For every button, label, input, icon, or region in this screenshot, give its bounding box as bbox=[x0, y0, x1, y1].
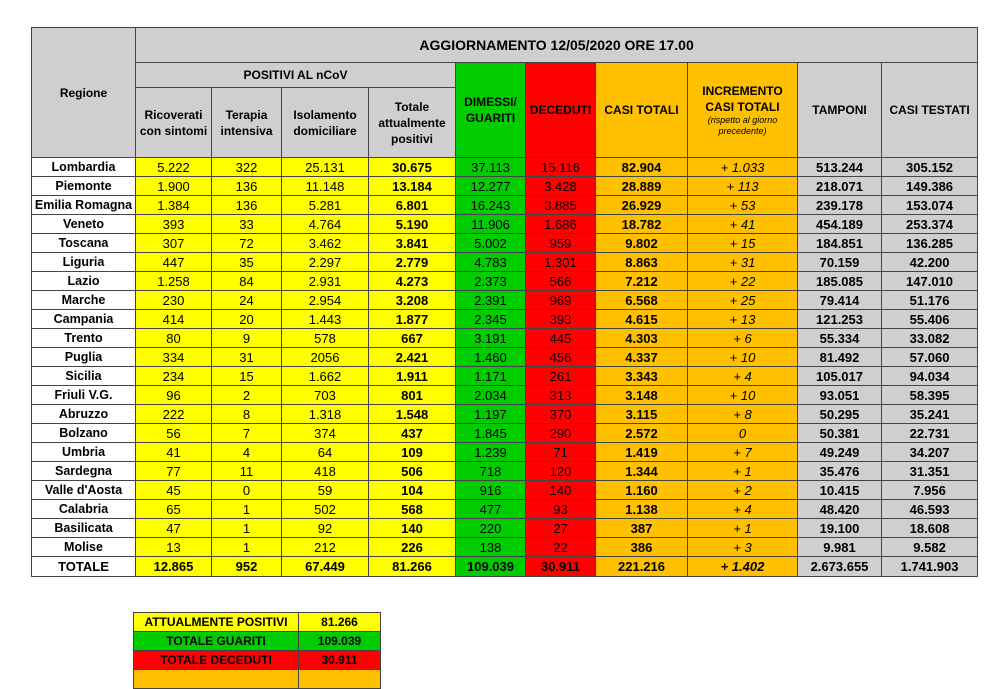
cell-terapia: 20 bbox=[212, 310, 282, 329]
cell-casi-testati: 33.082 bbox=[882, 329, 978, 348]
cell-deceduti: 370 bbox=[526, 405, 596, 424]
cell-isolamento: 374 bbox=[282, 424, 369, 443]
cell-dimessi: 37.113 bbox=[456, 158, 526, 177]
cell-dimessi: 2.373 bbox=[456, 272, 526, 291]
cell-tamponi: 9.981 bbox=[798, 538, 882, 557]
cell-ricoverati: 393 bbox=[136, 215, 212, 234]
cell-dimessi: 220 bbox=[456, 519, 526, 538]
cell-totale-positivi: 3.208 bbox=[369, 291, 456, 310]
cell-ricoverati: 414 bbox=[136, 310, 212, 329]
cell-region: Sicilia bbox=[32, 367, 136, 386]
cell-totale-positivi: 81.266 bbox=[369, 557, 456, 577]
cell-ricoverati: 12.865 bbox=[136, 557, 212, 577]
cell-region: Abruzzo bbox=[32, 405, 136, 424]
cell-ricoverati: 45 bbox=[136, 481, 212, 500]
cell-casi-totali: 82.904 bbox=[596, 158, 688, 177]
cell-ricoverati: 307 bbox=[136, 234, 212, 253]
header-ricoverati: Ricoverati con sintomi bbox=[136, 88, 212, 158]
cell-region: Lazio bbox=[32, 272, 136, 291]
cell-incremento: 0 bbox=[688, 424, 798, 443]
cell-dimessi: 11.906 bbox=[456, 215, 526, 234]
cell-totale-positivi: 801 bbox=[369, 386, 456, 405]
cell-casi-testati: 34.207 bbox=[882, 443, 978, 462]
cell-casi-testati: 9.582 bbox=[882, 538, 978, 557]
cell-region: TOTALE bbox=[32, 557, 136, 577]
cell-casi-totali: 4.615 bbox=[596, 310, 688, 329]
cell-incremento: + 31 bbox=[688, 253, 798, 272]
cell-incremento: + 13 bbox=[688, 310, 798, 329]
cell-isolamento: 1.443 bbox=[282, 310, 369, 329]
cell-deceduti: 456 bbox=[526, 348, 596, 367]
cell-tamponi: 239.178 bbox=[798, 196, 882, 215]
table-row bbox=[32, 462, 978, 481]
table-row bbox=[32, 215, 978, 234]
cell-ricoverati: 80 bbox=[136, 329, 212, 348]
cell-deceduti: 93 bbox=[526, 500, 596, 519]
header-isolamento: Isolamento domiciliare bbox=[282, 88, 369, 158]
total-row bbox=[32, 557, 978, 577]
cell-tamponi: 454.189 bbox=[798, 215, 882, 234]
cell-isolamento: 64 bbox=[282, 443, 369, 462]
cell-totale-positivi: 30.675 bbox=[369, 158, 456, 177]
cell-tamponi: 513.244 bbox=[798, 158, 882, 177]
legend-value: 109.039 bbox=[299, 632, 381, 651]
cell-isolamento: 578 bbox=[282, 329, 369, 348]
cell-ricoverati: 77 bbox=[136, 462, 212, 481]
table-row bbox=[32, 500, 978, 519]
cell-incremento: + 7 bbox=[688, 443, 798, 462]
cell-tamponi: 50.381 bbox=[798, 424, 882, 443]
cell-casi-testati: 153.074 bbox=[882, 196, 978, 215]
cell-casi-testati: 58.395 bbox=[882, 386, 978, 405]
cell-isolamento: 418 bbox=[282, 462, 369, 481]
cell-ricoverati: 41 bbox=[136, 443, 212, 462]
cell-casi-testati: 35.241 bbox=[882, 405, 978, 424]
table-row bbox=[32, 177, 978, 196]
cell-region: Bolzano bbox=[32, 424, 136, 443]
cell-casi-testati: 22.731 bbox=[882, 424, 978, 443]
cell-region: Friuli V.G. bbox=[32, 386, 136, 405]
cell-ricoverati: 56 bbox=[136, 424, 212, 443]
cell-ricoverati: 5.222 bbox=[136, 158, 212, 177]
cell-region: Veneto bbox=[32, 215, 136, 234]
cell-incremento: + 3 bbox=[688, 538, 798, 557]
cell-deceduti: 15.116 bbox=[526, 158, 596, 177]
cell-isolamento: 703 bbox=[282, 386, 369, 405]
cell-ricoverati: 96 bbox=[136, 386, 212, 405]
header-positivi-group: POSITIVI AL nCoV bbox=[136, 63, 456, 88]
cell-casi-testati: 136.285 bbox=[882, 234, 978, 253]
cell-deceduti: 290 bbox=[526, 424, 596, 443]
table-row bbox=[32, 481, 978, 500]
cell-incremento: + 1.033 bbox=[688, 158, 798, 177]
cell-terapia: 9 bbox=[212, 329, 282, 348]
cell-terapia: 35 bbox=[212, 253, 282, 272]
cell-dimessi: 1.845 bbox=[456, 424, 526, 443]
legend-row bbox=[134, 670, 381, 689]
cell-casi-testati: 51.176 bbox=[882, 291, 978, 310]
cell-incremento: + 1 bbox=[688, 462, 798, 481]
cell-tamponi: 48.420 bbox=[798, 500, 882, 519]
cell-ricoverati: 1.258 bbox=[136, 272, 212, 291]
cell-terapia: 4 bbox=[212, 443, 282, 462]
cell-ricoverati: 447 bbox=[136, 253, 212, 272]
cell-deceduti: 969 bbox=[526, 291, 596, 310]
cell-tamponi: 93.051 bbox=[798, 386, 882, 405]
cell-incremento: + 1.402 bbox=[688, 557, 798, 577]
cell-casi-totali: 1.419 bbox=[596, 443, 688, 462]
cell-incremento: + 10 bbox=[688, 386, 798, 405]
cell-totale-positivi: 568 bbox=[369, 500, 456, 519]
cell-dimessi: 2.391 bbox=[456, 291, 526, 310]
legend-value: 30.911 bbox=[299, 651, 381, 670]
cell-tamponi: 79.414 bbox=[798, 291, 882, 310]
cell-totale-positivi: 5.190 bbox=[369, 215, 456, 234]
cell-casi-totali: 28.889 bbox=[596, 177, 688, 196]
cell-tamponi: 10.415 bbox=[798, 481, 882, 500]
legend-label: TOTALE GUARITI bbox=[134, 632, 299, 651]
cell-deceduti: 566 bbox=[526, 272, 596, 291]
table-body bbox=[32, 158, 978, 577]
cell-dimessi: 138 bbox=[456, 538, 526, 557]
table-row bbox=[32, 234, 978, 253]
cell-incremento: + 1 bbox=[688, 519, 798, 538]
cell-ricoverati: 222 bbox=[136, 405, 212, 424]
cell-casi-testati: 94.034 bbox=[882, 367, 978, 386]
cell-terapia: 322 bbox=[212, 158, 282, 177]
cell-dimessi: 718 bbox=[456, 462, 526, 481]
cell-incremento: + 22 bbox=[688, 272, 798, 291]
header-casi-totali: CASI TOTALI bbox=[596, 63, 688, 158]
cell-ricoverati: 334 bbox=[136, 348, 212, 367]
cell-ricoverati: 13 bbox=[136, 538, 212, 557]
cell-totale-positivi: 4.273 bbox=[369, 272, 456, 291]
cell-terapia: 136 bbox=[212, 196, 282, 215]
table-row bbox=[32, 272, 978, 291]
cell-dimessi: 12.277 bbox=[456, 177, 526, 196]
cell-casi-totali: 2.572 bbox=[596, 424, 688, 443]
cell-terapia: 7 bbox=[212, 424, 282, 443]
cell-region: Valle d'Aosta bbox=[32, 481, 136, 500]
header-incremento bbox=[688, 63, 798, 158]
cell-incremento: + 2 bbox=[688, 481, 798, 500]
cell-tamponi: 55.334 bbox=[798, 329, 882, 348]
cell-totale-positivi: 1.877 bbox=[369, 310, 456, 329]
cell-deceduti: 120 bbox=[526, 462, 596, 481]
header-totale-positivi: Totale attualmente positivi bbox=[369, 88, 456, 158]
legend-label bbox=[134, 670, 299, 689]
cell-terapia: 0 bbox=[212, 481, 282, 500]
cell-casi-totali: 1.138 bbox=[596, 500, 688, 519]
table-row bbox=[32, 405, 978, 424]
cell-dimessi: 2.345 bbox=[456, 310, 526, 329]
cell-region: Marche bbox=[32, 291, 136, 310]
cell-incremento: + 25 bbox=[688, 291, 798, 310]
cell-dimessi: 916 bbox=[456, 481, 526, 500]
cell-region: Liguria bbox=[32, 253, 136, 272]
cell-totale-positivi: 437 bbox=[369, 424, 456, 443]
cell-casi-testati: 31.351 bbox=[882, 462, 978, 481]
table-row bbox=[32, 329, 978, 348]
cell-totale-positivi: 13.184 bbox=[369, 177, 456, 196]
cell-isolamento: 2056 bbox=[282, 348, 369, 367]
cell-incremento: + 41 bbox=[688, 215, 798, 234]
cell-casi-testati: 46.593 bbox=[882, 500, 978, 519]
legend-value bbox=[299, 670, 381, 689]
header-deceduti: DECEDUTI bbox=[526, 63, 596, 158]
cell-casi-totali: 7.212 bbox=[596, 272, 688, 291]
cell-totale-positivi: 2.421 bbox=[369, 348, 456, 367]
cell-isolamento: 2.297 bbox=[282, 253, 369, 272]
cell-ricoverati: 230 bbox=[136, 291, 212, 310]
cell-isolamento: 59 bbox=[282, 481, 369, 500]
cell-casi-testati: 253.374 bbox=[882, 215, 978, 234]
cell-casi-totali: 6.568 bbox=[596, 291, 688, 310]
cell-dimessi: 1.171 bbox=[456, 367, 526, 386]
cell-region: Calabria bbox=[32, 500, 136, 519]
cell-casi-totali: 4.303 bbox=[596, 329, 688, 348]
cell-deceduti: 22 bbox=[526, 538, 596, 557]
cell-terapia: 33 bbox=[212, 215, 282, 234]
cell-tamponi: 218.071 bbox=[798, 177, 882, 196]
cell-tamponi: 121.253 bbox=[798, 310, 882, 329]
cell-incremento: + 4 bbox=[688, 367, 798, 386]
cell-dimessi: 109.039 bbox=[456, 557, 526, 577]
cell-deceduti: 1.686 bbox=[526, 215, 596, 234]
cell-totale-positivi: 226 bbox=[369, 538, 456, 557]
cell-casi-totali: 3.115 bbox=[596, 405, 688, 424]
cell-dimessi: 1.239 bbox=[456, 443, 526, 462]
cell-dimessi: 1.197 bbox=[456, 405, 526, 424]
cell-deceduti: 959 bbox=[526, 234, 596, 253]
cell-dimessi: 4.783 bbox=[456, 253, 526, 272]
cell-casi-testati: 42.200 bbox=[882, 253, 978, 272]
cell-totale-positivi: 1.548 bbox=[369, 405, 456, 424]
cell-deceduti: 261 bbox=[526, 367, 596, 386]
cell-dimessi: 1.460 bbox=[456, 348, 526, 367]
cell-casi-testati: 18.608 bbox=[882, 519, 978, 538]
cell-dimessi: 2.034 bbox=[456, 386, 526, 405]
cell-region: Molise bbox=[32, 538, 136, 557]
cell-isolamento: 1.662 bbox=[282, 367, 369, 386]
legend-row bbox=[134, 632, 381, 651]
cell-terapia: 1 bbox=[212, 500, 282, 519]
cell-casi-testati: 7.956 bbox=[882, 481, 978, 500]
cell-region: Trento bbox=[32, 329, 136, 348]
cell-incremento: + 113 bbox=[688, 177, 798, 196]
cell-deceduti: 71 bbox=[526, 443, 596, 462]
cell-terapia: 11 bbox=[212, 462, 282, 481]
cell-totale-positivi: 2.779 bbox=[369, 253, 456, 272]
cell-dimessi: 3.191 bbox=[456, 329, 526, 348]
cell-tamponi: 2.673.655 bbox=[798, 557, 882, 577]
table-title: AGGIORNAMENTO 12/05/2020 ORE 17.00 bbox=[136, 28, 978, 63]
cell-incremento: + 4 bbox=[688, 500, 798, 519]
cell-ricoverati: 65 bbox=[136, 500, 212, 519]
cell-incremento: + 10 bbox=[688, 348, 798, 367]
cell-tamponi: 50.295 bbox=[798, 405, 882, 424]
cell-isolamento: 11.148 bbox=[282, 177, 369, 196]
cell-casi-testati: 55.406 bbox=[882, 310, 978, 329]
cell-totale-positivi: 506 bbox=[369, 462, 456, 481]
cell-totale-positivi: 1.911 bbox=[369, 367, 456, 386]
cell-dimessi: 5.002 bbox=[456, 234, 526, 253]
cell-deceduti: 3.885 bbox=[526, 196, 596, 215]
legend-label: TOTALE DECEDUTI bbox=[134, 651, 299, 670]
cell-casi-totali: 26.929 bbox=[596, 196, 688, 215]
cell-isolamento: 5.281 bbox=[282, 196, 369, 215]
cell-tamponi: 19.100 bbox=[798, 519, 882, 538]
cell-deceduti: 1.301 bbox=[526, 253, 596, 272]
cell-casi-testati: 305.152 bbox=[882, 158, 978, 177]
legend-value: 81.266 bbox=[299, 613, 381, 632]
cell-tamponi: 35.476 bbox=[798, 462, 882, 481]
table-row bbox=[32, 310, 978, 329]
table-row bbox=[32, 348, 978, 367]
cell-terapia: 24 bbox=[212, 291, 282, 310]
cell-isolamento: 2.954 bbox=[282, 291, 369, 310]
cell-dimessi: 16.243 bbox=[456, 196, 526, 215]
cell-totale-positivi: 667 bbox=[369, 329, 456, 348]
cell-tamponi: 49.249 bbox=[798, 443, 882, 462]
cell-isolamento: 2.931 bbox=[282, 272, 369, 291]
cell-incremento: + 15 bbox=[688, 234, 798, 253]
cell-totale-positivi: 3.841 bbox=[369, 234, 456, 253]
cell-casi-totali: 221.216 bbox=[596, 557, 688, 577]
cell-isolamento: 25.131 bbox=[282, 158, 369, 177]
cell-ricoverati: 47 bbox=[136, 519, 212, 538]
cell-isolamento: 4.764 bbox=[282, 215, 369, 234]
cell-tamponi: 185.085 bbox=[798, 272, 882, 291]
cell-ricoverati: 1.384 bbox=[136, 196, 212, 215]
header-dimessi: DIMESSI/ GUARITI bbox=[456, 63, 526, 158]
cell-incremento: + 53 bbox=[688, 196, 798, 215]
cell-terapia: 15 bbox=[212, 367, 282, 386]
cell-tamponi: 70.159 bbox=[798, 253, 882, 272]
cell-terapia: 72 bbox=[212, 234, 282, 253]
cell-tamponi: 81.492 bbox=[798, 348, 882, 367]
table-row bbox=[32, 253, 978, 272]
legend-label: ATTUALMENTE POSITIVI bbox=[134, 613, 299, 632]
table-row bbox=[32, 196, 978, 215]
cell-casi-totali: 3.343 bbox=[596, 367, 688, 386]
cell-casi-testati: 57.060 bbox=[882, 348, 978, 367]
cell-terapia: 136 bbox=[212, 177, 282, 196]
cell-ricoverati: 234 bbox=[136, 367, 212, 386]
cell-terapia: 1 bbox=[212, 538, 282, 557]
legend-table bbox=[133, 612, 381, 689]
cell-deceduti: 27 bbox=[526, 519, 596, 538]
cell-incremento: + 6 bbox=[688, 329, 798, 348]
header-incremento-sub: (rispetto al giorno precedente) bbox=[707, 115, 778, 136]
table-row bbox=[32, 158, 978, 177]
cell-casi-testati: 147.010 bbox=[882, 272, 978, 291]
cell-terapia: 84 bbox=[212, 272, 282, 291]
cell-casi-totali: 1.160 bbox=[596, 481, 688, 500]
cell-terapia: 31 bbox=[212, 348, 282, 367]
table-row bbox=[32, 424, 978, 443]
cell-deceduti: 393 bbox=[526, 310, 596, 329]
cell-dimessi: 477 bbox=[456, 500, 526, 519]
cell-casi-totali: 386 bbox=[596, 538, 688, 557]
table-row bbox=[32, 367, 978, 386]
cell-deceduti: 313 bbox=[526, 386, 596, 405]
legend-row bbox=[134, 613, 381, 632]
cell-tamponi: 184.851 bbox=[798, 234, 882, 253]
cell-isolamento: 67.449 bbox=[282, 557, 369, 577]
header-terapia: Terapia intensiva bbox=[212, 88, 282, 158]
cell-deceduti: 3.428 bbox=[526, 177, 596, 196]
cell-isolamento: 3.462 bbox=[282, 234, 369, 253]
header-incremento-label: INCREMENTO CASI TOTALI bbox=[702, 84, 783, 114]
cell-casi-totali: 1.344 bbox=[596, 462, 688, 481]
table-row bbox=[32, 291, 978, 310]
header-regione: Regione bbox=[32, 28, 136, 158]
cell-region: Sardegna bbox=[32, 462, 136, 481]
cell-terapia: 8 bbox=[212, 405, 282, 424]
cell-deceduti: 140 bbox=[526, 481, 596, 500]
cell-region: Emilia Romagna bbox=[32, 196, 136, 215]
cell-region: Basilicata bbox=[32, 519, 136, 538]
table-row bbox=[32, 443, 978, 462]
cell-region: Campania bbox=[32, 310, 136, 329]
cell-region: Toscana bbox=[32, 234, 136, 253]
cell-region: Lombardia bbox=[32, 158, 136, 177]
cell-totale-positivi: 109 bbox=[369, 443, 456, 462]
cell-region: Umbria bbox=[32, 443, 136, 462]
cell-terapia: 2 bbox=[212, 386, 282, 405]
cell-deceduti: 30.911 bbox=[526, 557, 596, 577]
cell-terapia: 952 bbox=[212, 557, 282, 577]
cell-deceduti: 445 bbox=[526, 329, 596, 348]
cell-terapia: 1 bbox=[212, 519, 282, 538]
cell-totale-positivi: 140 bbox=[369, 519, 456, 538]
legend-row bbox=[134, 651, 381, 670]
cell-ricoverati: 1.900 bbox=[136, 177, 212, 196]
cell-casi-testati: 149.386 bbox=[882, 177, 978, 196]
cell-casi-totali: 18.782 bbox=[596, 215, 688, 234]
cell-casi-totali: 3.148 bbox=[596, 386, 688, 405]
cell-tamponi: 105.017 bbox=[798, 367, 882, 386]
cell-casi-testati: 1.741.903 bbox=[882, 557, 978, 577]
header-casi-testati: CASI TESTATI bbox=[882, 63, 978, 158]
cell-incremento: + 8 bbox=[688, 405, 798, 424]
cell-totale-positivi: 104 bbox=[369, 481, 456, 500]
cell-region: Puglia bbox=[32, 348, 136, 367]
covid-data-table bbox=[31, 27, 978, 577]
cell-totale-positivi: 6.801 bbox=[369, 196, 456, 215]
table-row bbox=[32, 538, 978, 557]
cell-region: Piemonte bbox=[32, 177, 136, 196]
cell-isolamento: 92 bbox=[282, 519, 369, 538]
cell-casi-totali: 4.337 bbox=[596, 348, 688, 367]
cell-isolamento: 212 bbox=[282, 538, 369, 557]
header-tamponi: TAMPONI bbox=[798, 63, 882, 158]
cell-casi-totali: 387 bbox=[596, 519, 688, 538]
cell-isolamento: 1.318 bbox=[282, 405, 369, 424]
cell-casi-totali: 9.802 bbox=[596, 234, 688, 253]
table-row bbox=[32, 519, 978, 538]
table-row bbox=[32, 386, 978, 405]
cell-casi-totali: 8.863 bbox=[596, 253, 688, 272]
cell-isolamento: 502 bbox=[282, 500, 369, 519]
